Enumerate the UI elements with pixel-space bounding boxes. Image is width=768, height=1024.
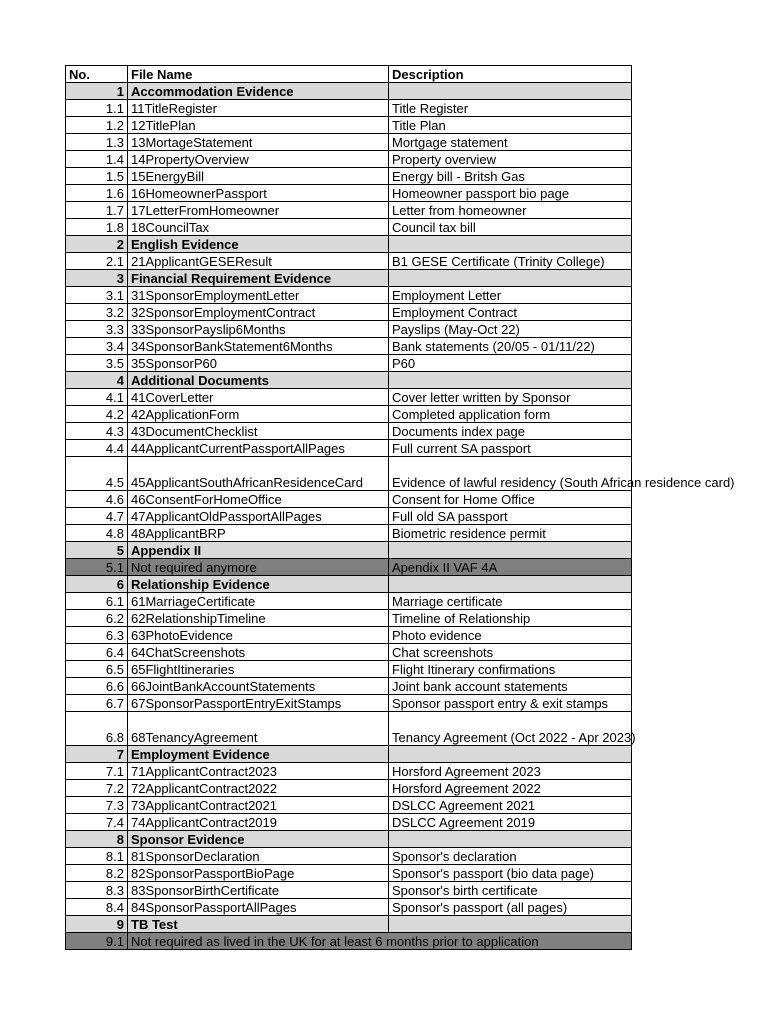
file-name-cell: 32SponsorEmploymentContract: [128, 304, 389, 321]
section-number: 9: [66, 916, 128, 933]
description-cell: Full old SA passport: [389, 508, 632, 525]
description-cell: Apendix II VAF 4A: [389, 559, 632, 576]
table-row: [66, 678, 632, 695]
section-row: [66, 916, 632, 933]
item-number: 7.4: [66, 814, 128, 831]
file-name-cell: 81SponsorDeclaration: [128, 848, 389, 865]
description-cell: Documents index page: [389, 423, 632, 440]
section-number: 3: [66, 270, 128, 287]
file-name-cell: 31SponsorEmploymentLetter: [128, 287, 389, 304]
item-number: 6.8: [66, 712, 128, 746]
file-name-cell: 21ApplicantGESEResult: [128, 253, 389, 270]
file-name-cell: 42ApplicationForm: [128, 406, 389, 423]
table-row: [66, 865, 632, 882]
file-name-cell: 62RelationshipTimeline: [128, 610, 389, 627]
description-cell: Flight Itinerary confirmations: [389, 661, 632, 678]
file-name-cell: 73ApplicantContract2021: [128, 797, 389, 814]
file-name-cell: 48ApplicantBRP: [128, 525, 389, 542]
table-row: [66, 338, 632, 355]
file-name-cell: 72ApplicantContract2022: [128, 780, 389, 797]
table-row: [66, 627, 632, 644]
table-row: [66, 491, 632, 508]
section-title: Additional Documents: [128, 372, 389, 389]
file-name-cell: 84SponsorPassportAllPages: [128, 899, 389, 916]
file-name-cell: 41CoverLetter: [128, 389, 389, 406]
description-cell: Horsford Agreement 2023: [389, 763, 632, 780]
item-number: 1.4: [66, 151, 128, 168]
item-number: 3.5: [66, 355, 128, 372]
table-row: [66, 712, 632, 746]
table-row: [66, 440, 632, 457]
note-row: [66, 933, 632, 950]
file-name-cell: 74ApplicantContract2019: [128, 814, 389, 831]
item-number: 4.5: [66, 457, 128, 491]
description-cell: Full current SA passport: [389, 440, 632, 457]
table-row: [66, 763, 632, 780]
item-number: 5.1: [66, 559, 128, 576]
section-row: [66, 372, 632, 389]
document-index-table: [65, 65, 735, 950]
description-cell: Photo evidence: [389, 627, 632, 644]
description-cell: Property overview: [389, 151, 632, 168]
section-number: 7: [66, 746, 128, 763]
table-row: [66, 253, 632, 270]
section-title: Accommodation Evidence: [128, 83, 389, 100]
header-file-name: File Name: [128, 66, 389, 83]
file-name-cell: 34SponsorBankStatement6Months: [128, 338, 389, 355]
description-cell: Tenancy Agreement (Oct 2022 - Apr 2023): [389, 712, 632, 746]
table-row: [66, 457, 632, 491]
item-number: 4.1: [66, 389, 128, 406]
section-blank-cell: [389, 236, 632, 253]
item-number: 4.4: [66, 440, 128, 457]
item-number: 7.3: [66, 797, 128, 814]
description-cell: Energy bill - Britsh Gas: [389, 168, 632, 185]
item-number: 3.3: [66, 321, 128, 338]
header-no: No.: [66, 66, 128, 83]
table-row: [66, 814, 632, 831]
description-cell: Marriage certificate: [389, 593, 632, 610]
file-name-cell: 12TitlePlan: [128, 117, 389, 134]
description-cell: Cover letter written by Sponsor: [389, 389, 632, 406]
section-title: Financial Requirement Evidence: [128, 270, 389, 287]
item-number: 1.1: [66, 100, 128, 117]
description-cell: Employment Letter: [389, 287, 632, 304]
file-name-cell: 82SponsorPassportBioPage: [128, 865, 389, 882]
section-blank-cell: [389, 83, 632, 100]
section-row: [66, 576, 632, 593]
item-number: 4.8: [66, 525, 128, 542]
table-row: [66, 593, 632, 610]
header-description: Description: [389, 66, 632, 83]
description-cell: DSLCC Agreement 2019: [389, 814, 632, 831]
section-title: Sponsor Evidence: [128, 831, 389, 848]
file-name-cell: 66JointBankAccountStatements: [128, 678, 389, 695]
section-title: English Evidence: [128, 236, 389, 253]
description-cell: DSLCC Agreement 2021: [389, 797, 632, 814]
section-blank-cell: [389, 831, 632, 848]
description-cell: B1 GESE Certificate (Trinity College): [389, 253, 632, 270]
item-number: 6.3: [66, 627, 128, 644]
section-title: Appendix II: [128, 542, 389, 559]
item-number: 1.8: [66, 219, 128, 236]
description-cell: Horsford Agreement 2022: [389, 780, 632, 797]
item-number: 4.2: [66, 406, 128, 423]
section-title: Relationship Evidence: [128, 576, 389, 593]
item-number: 1.3: [66, 134, 128, 151]
item-number: 4.7: [66, 508, 128, 525]
header-row: [66, 66, 632, 83]
description-cell: Title Register: [389, 100, 632, 117]
table-row: [66, 321, 632, 338]
file-name-cell: 16HomeownerPassport: [128, 185, 389, 202]
description-cell: Council tax bill: [389, 219, 632, 236]
file-name-cell: 71ApplicantContract2023: [128, 763, 389, 780]
description-cell: Bank statements (20/05 - 01/11/22): [389, 338, 632, 355]
section-blank-cell: [389, 576, 632, 593]
table-row: [66, 219, 632, 236]
table-row: [66, 406, 632, 423]
section-row: [66, 746, 632, 763]
file-name-cell: 47ApplicantOldPassportAllPages: [128, 508, 389, 525]
table-row: [66, 304, 632, 321]
item-number: 6.5: [66, 661, 128, 678]
section-number: 6: [66, 576, 128, 593]
description-cell: Joint bank account statements: [389, 678, 632, 695]
file-name-cell: 64ChatScreenshots: [128, 644, 389, 661]
item-number: 6.7: [66, 695, 128, 712]
description-cell: Sponsor's birth certificate: [389, 882, 632, 899]
table-row: [66, 559, 632, 576]
description-cell: Evidence of lawful residency (South African residence card): [389, 457, 632, 491]
table-row: [66, 168, 632, 185]
description-cell: Sponsor's passport (all pages): [389, 899, 632, 916]
file-name-cell: 83SponsorBirthCertificate: [128, 882, 389, 899]
description-cell: Letter from homeowner: [389, 202, 632, 219]
section-row: [66, 542, 632, 559]
section-blank-cell: [389, 542, 632, 559]
description-cell: Sponsor's declaration: [389, 848, 632, 865]
file-name-cell: Not required anymore: [128, 559, 389, 576]
table-row: [66, 202, 632, 219]
file-name-cell: 63PhotoEvidence: [128, 627, 389, 644]
description-cell: Consent for Home Office: [389, 491, 632, 508]
section-title: TB Test: [128, 916, 389, 933]
section-blank-cell: [389, 270, 632, 287]
section-number: 4: [66, 372, 128, 389]
section-number: 1: [66, 83, 128, 100]
file-name-cell: 44ApplicantCurrentPassportAllPages: [128, 440, 389, 457]
table-row: [66, 287, 632, 304]
section-row: [66, 83, 632, 100]
item-number: 8.4: [66, 899, 128, 916]
item-number: 4.3: [66, 423, 128, 440]
table-row: [66, 695, 632, 712]
item-number: 1.5: [66, 168, 128, 185]
file-name-cell: 43DocumentChecklist: [128, 423, 389, 440]
file-name-cell: 65FlightItineraries: [128, 661, 389, 678]
file-name-cell: 67SponsorPassportEntryExitStamps: [128, 695, 389, 712]
table-row: [66, 525, 632, 542]
file-name-cell: 46ConsentForHomeOffice: [128, 491, 389, 508]
item-number: 4.6: [66, 491, 128, 508]
table-row: [66, 134, 632, 151]
item-number: 2.1: [66, 253, 128, 270]
file-name-cell: 13MortageStatement: [128, 134, 389, 151]
table-row: [66, 508, 632, 525]
table-row: [66, 661, 632, 678]
item-number: 3.4: [66, 338, 128, 355]
item-number: 6.6: [66, 678, 128, 695]
description-cell: Mortgage statement: [389, 134, 632, 151]
file-name-cell: 61MarriageCertificate: [128, 593, 389, 610]
item-number: 8.3: [66, 882, 128, 899]
section-row: [66, 236, 632, 253]
section-number: 5: [66, 542, 128, 559]
item-number: 8.2: [66, 865, 128, 882]
section-row: [66, 831, 632, 848]
table-row: [66, 610, 632, 627]
description-cell: Timeline of Relationship: [389, 610, 632, 627]
item-number: 6.4: [66, 644, 128, 661]
item-number: 7.2: [66, 780, 128, 797]
description-cell: P60: [389, 355, 632, 372]
table-row: [66, 355, 632, 372]
table-row: [66, 780, 632, 797]
section-row: [66, 270, 632, 287]
table-row: [66, 797, 632, 814]
item-number: 3.1: [66, 287, 128, 304]
item-number: 6.2: [66, 610, 128, 627]
note-text: Not required as lived in the UK for at least 6 months prior to application: [128, 933, 632, 950]
item-number: 8.1: [66, 848, 128, 865]
section-number: 8: [66, 831, 128, 848]
file-name-cell: 35SponsorP60: [128, 355, 389, 372]
table-row: [66, 882, 632, 899]
description-cell: Sponsor passport entry & exit stamps: [389, 695, 632, 712]
item-number: 9.1: [66, 933, 128, 950]
file-name-cell: 33SponsorPayslip6Months: [128, 321, 389, 338]
description-cell: Sponsor's passport (bio data page): [389, 865, 632, 882]
description-cell: Payslips (May-Oct 22): [389, 321, 632, 338]
file-name-cell: 45ApplicantSouthAfricanResidenceCard: [128, 457, 389, 491]
section-blank-cell: [389, 746, 632, 763]
description-cell: Completed application form: [389, 406, 632, 423]
section-blank-cell: [389, 916, 632, 933]
item-number: 6.1: [66, 593, 128, 610]
section-blank-cell: [389, 372, 632, 389]
description-cell: Homeowner passport bio page: [389, 185, 632, 202]
table-row: [66, 185, 632, 202]
description-cell: Chat screenshots: [389, 644, 632, 661]
section-title: Employment Evidence: [128, 746, 389, 763]
table-row: [66, 151, 632, 168]
table-row: [66, 100, 632, 117]
table-row: [66, 644, 632, 661]
table-row: [66, 117, 632, 134]
file-name-cell: 18CouncilTax: [128, 219, 389, 236]
item-number: 1.2: [66, 117, 128, 134]
file-name-cell: 68TenancyAgreement: [128, 712, 389, 746]
table-row: [66, 848, 632, 865]
description-cell: Title Plan: [389, 117, 632, 134]
description-cell: Biometric residence permit: [389, 525, 632, 542]
item-number: 1.6: [66, 185, 128, 202]
section-number: 2: [66, 236, 128, 253]
item-number: 3.2: [66, 304, 128, 321]
item-number: 7.1: [66, 763, 128, 780]
table-row: [66, 423, 632, 440]
description-cell: Employment Contract: [389, 304, 632, 321]
file-name-cell: 17LetterFromHomeowner: [128, 202, 389, 219]
table-row: [66, 899, 632, 916]
file-name-cell: 11TitleRegister: [128, 100, 389, 117]
file-name-cell: 15EnergyBill: [128, 168, 389, 185]
item-number: 1.7: [66, 202, 128, 219]
table-row: [66, 389, 632, 406]
file-name-cell: 14PropertyOverview: [128, 151, 389, 168]
